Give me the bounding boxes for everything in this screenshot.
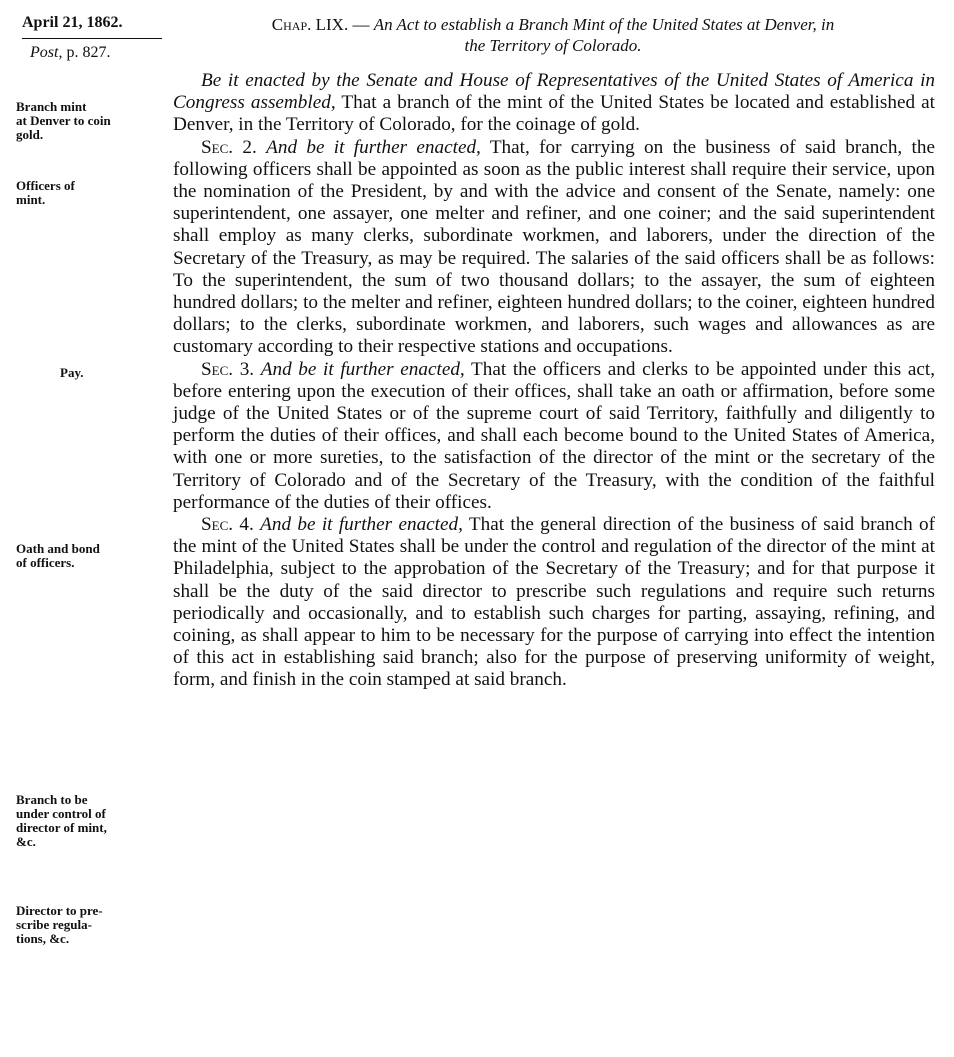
margin-note-line: at Denver to coin	[16, 113, 111, 128]
section-text: That the general direction of the business of said branch of the mint of the United States shall be under the control and regulation of the director of the mint at Philadelphia, subject to the approbation of the Secretary of the Treasury; and for that purpose it shall be the duty of the said director to prescribe such regulations and require such returns periodically and occasionally, and to establish such charges for parting, assaying, refining, and coining, as shall appear to him to be necessary for the purpose of carrying into effect the intention of this act in establishing said branch; also for the purpose of preserving uniformity of weight, form, and finish in the coin stamped at said branch.	[173, 514, 935, 691]
act-title-line-1: An Act to establish a Branch Mint of the United States at Denver, in	[373, 15, 835, 34]
margin-note-branch-control	[16, 793, 168, 849]
section-1	[173, 70, 935, 137]
enacting-clause: And be it further enacted,	[260, 358, 465, 380]
margin-note-line: of officers.	[16, 555, 75, 570]
margin-note-line: mint.	[16, 192, 46, 207]
post-reference-label: Post	[30, 44, 59, 61]
margin-note-line: Director to pre-	[16, 903, 103, 918]
margin-note-line: director of mint,	[16, 820, 107, 835]
margin-note-line: Officers of	[16, 178, 75, 193]
margin-note-line: Pay.	[60, 365, 84, 380]
act-body	[173, 70, 935, 692]
enacting-clause: And be it further enacted,	[260, 514, 463, 536]
section-text: That a branch of the mint of the United States be located and established at Denver, in the Territory of Colorado, for the coinage of gold.	[173, 92, 935, 136]
section-4	[173, 514, 935, 692]
post-reference-page: , p. 827.	[58, 44, 111, 61]
enactment-date: April 21, 1862.	[22, 14, 123, 31]
post-reference	[30, 44, 170, 62]
margin-note-line: Branch mint	[16, 99, 87, 114]
section-number: Sec. 4.	[201, 514, 254, 536]
margin-note-oath-bond	[16, 542, 168, 570]
margin-note-line: gold.	[16, 127, 44, 142]
chapter-number: Chap. LIX.	[271, 15, 349, 34]
date-divider	[22, 38, 162, 39]
margin-note-director-regulations	[16, 904, 168, 946]
section-3	[173, 359, 935, 514]
margin-note-line: Oath and bond	[16, 541, 100, 556]
margin-note-line: &c.	[16, 834, 36, 849]
section-text: That, for carrying on the business of said branch, the following officers shall be appointed as soon as the public interest shall require their service, upon the nomination of the President, by and with the advice and consent of the Senate, namely: one superintendent, one assayer, one melter and refiner, and one coiner; and the said superintendent shall employ as many clerks, subordinate workmen, and laborers, under the direction of the Secretary of the Treasury, as may be required. The salaries of the said officers shall be as follows: To the superintendent, the sum of two thousand dollars; to the assayer, the sum of eighteen hundred dollars; to the melter and refiner, eighteen hundred dollars; to the coiner, eighteen hundred dollars; to the clerks, subordinate workmen, and laborers, such wages and allowances as are customary according to their respective stations and occupations.	[173, 136, 935, 358]
margin-note-line: Branch to be	[16, 792, 88, 807]
heading-dash: —	[352, 15, 374, 34]
margin-note-line: scribe regula-	[16, 917, 92, 932]
act-heading	[173, 14, 933, 56]
margin-note-line: tions, &c.	[16, 931, 70, 946]
enacting-clause: Be it enacted by the Senate and House of Representatives of the United States of America in Congress assembled,	[173, 70, 935, 114]
section-number: Sec. 2.	[201, 136, 257, 158]
margin-note-line: under control of	[16, 806, 106, 821]
section-2	[173, 137, 935, 359]
enacting-clause: And be it further enacted,	[266, 136, 481, 158]
margin-note-officers	[16, 179, 168, 207]
section-number: Sec. 3.	[201, 358, 255, 380]
section-text: That the officers and clerks to be appointed under this act, before entering upon the execution of their offices, shall take an oath or affirmation, before some judge of the United States or of the supreme court of said Territory, faithfully and diligently to perform the duties of their offices, and shall each become bound to the United States of America, with one or more sureties, to the satisfaction of the director of the mint or the secretary of the Territory of Colorado and of the Secretary of the Treasury, with the condition of the faithful performance of the duties of their offices.	[173, 358, 935, 513]
margin-note-branch-mint	[16, 100, 168, 142]
act-title-line-2: the Territory of Colorado.	[464, 36, 642, 55]
